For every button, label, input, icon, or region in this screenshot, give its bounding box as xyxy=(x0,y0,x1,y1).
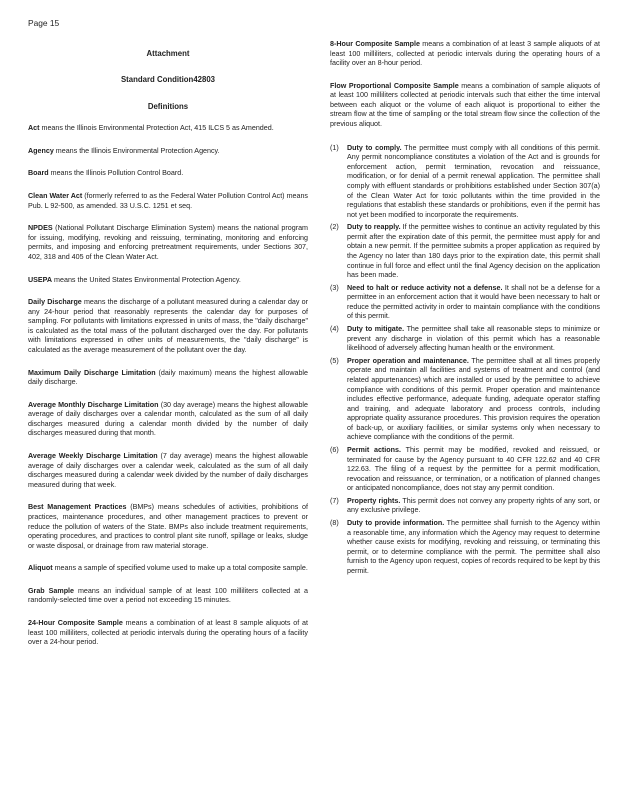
definition-average-weekly-discharge: Average Weekly Discharge Limitation (7 day average) means the highest allowable average of daily discharges over a calendar week, calculated as the sum of all daily discharges measured during a calendar week divided by the number of daily discharges measured during that week. xyxy=(28,452,308,489)
condition-number: (8) xyxy=(330,519,339,528)
definition-agency: Agency means the Illinois Environmental Protection Agency. xyxy=(28,146,220,155)
definition-daily-discharge: Daily Discharge means the discharge of a pollutant measured during a calendar day or any 24-hour period that reasonably represents the calendar day for purposes of sampling. For pollutants with limitations expressed in units of mass, the "daily discharge" is calculated as the total mass of the pollutant discharged over the day. For pollutants with limitations expressed in other units of measurements, the "daily discharge" is calculated as the average measurement of the pollutant over the day. xyxy=(28,298,308,354)
condition-number: (1) xyxy=(330,143,339,152)
condition-3: (3) Need to halt or reduce activity not a defense. It shall not be a defense for a permittee in an enforcement action that it would have been necessary to halt or reduce the permitted activity in order to maintain compliance with the conditions of this permit. xyxy=(330,283,600,321)
condition-title: Need to halt or reduce activity not a defense. xyxy=(347,283,503,292)
condition-title: Duty to comply. xyxy=(347,143,402,152)
condition-title: Proper operation and maintenance. xyxy=(347,356,469,365)
condition-title: Property rights. xyxy=(347,496,401,505)
page-number: Page 15 xyxy=(28,18,60,28)
definition-flow-proportional-composite-sample: Flow Proportional Composite Sample means a combination of sample aliquots of at least 100 milliliters collected at periodic intervals such that either the time interval between each aliquot or the volume of each aliquot is proportional to either the stream flow at the time of sampling or the total stream flow since the collection of the previous aliquot. xyxy=(330,81,600,129)
condition-number: (4) xyxy=(330,325,339,334)
definition-24-hour-composite-sample: 24-Hour Composite Sample means a combination of at least 8 sample aliquots of at least 100 milliliters, collected at periodic intervals during the operating hours of a facility over a 24-hour period. xyxy=(28,618,308,647)
definition-npdes: NPDES (National Pollutant Discharge Elimination System) means the national program for issuing, modifying, revoking and reissuing, terminating, monitoring and enforcing permits, and imposing and enforcing pretreatment requirements, under Sections 307, 402, 318 and 405 of the Clean Water Act. xyxy=(28,224,308,261)
condition-title: Duty to provide information. xyxy=(347,519,445,528)
left-column xyxy=(28,38,308,661)
definition-best-management-practices: Best Management Practices (BMPs) means schedules of activities, prohibitions of practices, maintenance procedures, and other management practices to prevent or reduce the pollution of waters of the State. BMPs also include treatment requirements, operating procedures, and practices to control plant site runoff, spillage or leaks, sludge or waste disposal, or drainage from raw material storage. xyxy=(28,503,308,550)
condition-number: (5) xyxy=(330,356,339,365)
condition-number: (3) xyxy=(330,283,339,292)
condition-5: (5) Proper operation and maintenance. The permittee shall at all times properly operate and maintain all facilities and systems of treatment and control (and related appurtenances) which are installed or used by the permittee to achieve compliance with conditions of this permit. Proper operation and maintenance includes effective performance, adequate funding, adequate operator staffing and training, and adequate laboratory and process controls, including appropriate quality assurance procedures. This provision requires the operation of back-up, or auxiliary facilities, or similar systems only when necessary to achieve compliance with the conditions of the permit. xyxy=(330,356,600,442)
condition-number: (6) xyxy=(330,445,339,454)
definition-aliquot: Aliquot means a sample of specified volume used to make up a total composite sample. xyxy=(28,564,308,573)
definition-average-monthly-discharge: Average Monthly Discharge Limitation (30 day average) means the highest allowable average of daily discharges over a calendar month, calculated as the sum of all daily discharges measured during a calendar month divided by the number of daily discharges measured during that month. xyxy=(28,400,308,438)
condition-6: (6) Permit actions. This permit may be modified, revoked and reissued, or terminated for cause by the Agency pursuant to 40 CFR 122.62 and 40 CFR 122.63. The filing of a request by the permittee for a permit modification, revocation and reissuance, or termination, or a notification of planned changes or anticipated noncompliance, does not stay any permit condition. xyxy=(330,445,600,493)
condition-number: (2) xyxy=(330,223,339,232)
condition-title: Duty to reapply. xyxy=(347,223,401,232)
definition-8-hour-composite-sample: 8-Hour Composite Sample means a combination of at least 3 sample aliquots of at least 100 milliliters, collected at periodic intervals during the operating hours of a facility over an 8-hour period. xyxy=(330,40,600,68)
definition-act: Act means the Illinois Environmental Protection Act, 415 ILCS 5 as Amended. xyxy=(28,124,274,133)
right-column xyxy=(330,40,600,579)
condition-2: (2) Duty to reapply. If the permittee wishes to continue an activity regulated by this permit after the expiration date of this permit, the permittee must apply for and obtain a new permit. If the permittee submits a proper application as required by the Agency no later than 180 days prior to the expiration date, this permit shall continue in full force and effect until the final Agency decision on the application has been made. xyxy=(330,223,600,280)
definition-maximum-daily-discharge: Maximum Daily Discharge Limitation (daily maximum) means the highest allowable daily discharge. xyxy=(28,368,308,387)
definition-clean-water-act: Clean Water Act (formerly referred to as the Federal Water Pollution Control Act) means Pub. L 92-500, as amended. 33 U.S.C. 1251 et seq. xyxy=(28,192,308,210)
condition-title: Duty to mitigate. xyxy=(347,325,405,334)
condition-title: Permit actions. xyxy=(347,445,401,454)
condition-number: (7) xyxy=(330,496,339,505)
definitions-heading: Definitions xyxy=(147,101,189,111)
condition-8: (8) Duty to provide information. The permittee shall furnish to the Agency within a reasonable time, any information which the Agency may request to determine whether cause exists for modifying, revoking and reissuing, or terminating this permit, or to determine compliance with the permit. The permittee shall also furnish to the Agency upon request, copies of records required to be kept by this permit. xyxy=(330,519,600,575)
definition-board: Board means the Illinois Pollution Control Board. xyxy=(28,169,184,178)
definition-grab-sample: Grab Sample means an individual sample of at least 100 milliliters collected at a randomly-selected time over a period not exceeding 15 minutes. xyxy=(28,586,308,605)
condition-7: (7) Property rights. This permit does not convey any property rights of any sort, or any exclusive privilege. xyxy=(330,496,601,515)
definition-usepa: USEPA means the United States Environmental Protection Agency. xyxy=(28,275,241,284)
condition-1: (1) Duty to comply. The permittee must comply with all conditions of this permit. Any permit noncompliance constitutes a violation of the Act and is grounds for enforcement action, permit termination, revocation and reissuance, modification, or for denial of a permit renewal application. The permittee shall comply with effluent standards or prohibitions established under Section 307(a) of the Clean Water Act for toxic pollutants within the time provided in the regulations that establish these standards or prohibitions, even if the permit has not yet been modified to incorporate the requirements. xyxy=(330,143,600,219)
condition-4: (4) Duty to mitigate. The permittee shall take all reasonable steps to minimize or prevent any discharge in violation of this permit which has a reasonable likelihood of adversely affecting human health or the environment. xyxy=(330,325,601,353)
standard-condition-title: Standard Condition42803 xyxy=(120,75,215,85)
attachment-title: Attachment xyxy=(146,49,190,58)
